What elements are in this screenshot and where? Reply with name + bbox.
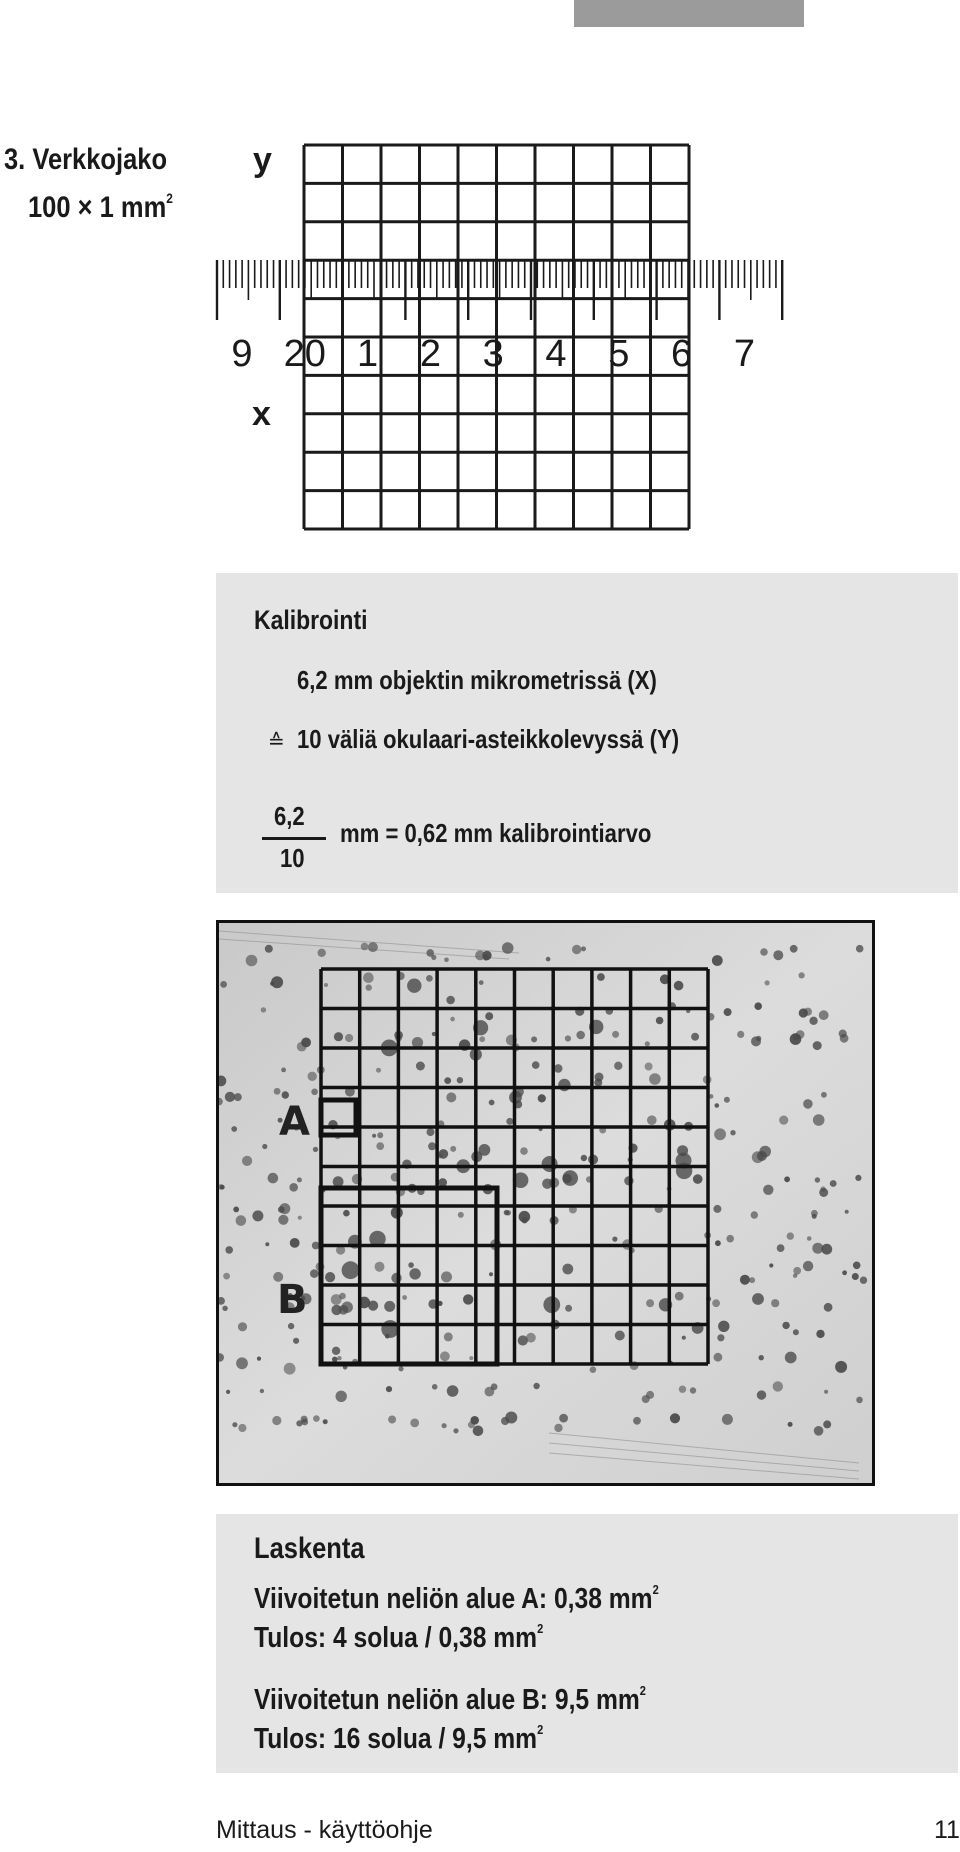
- colony-dot: [773, 1381, 783, 1391]
- page-number: 11: [934, 1816, 960, 1844]
- colony-dot: [444, 958, 449, 963]
- colony-dot: [234, 1093, 242, 1101]
- colony-dot: [366, 984, 372, 990]
- colony-dot: [824, 1303, 833, 1312]
- colony-dot: [260, 1389, 264, 1393]
- colony-dot: [521, 1217, 527, 1223]
- colony-dot: [759, 1146, 771, 1158]
- x-axis-label: x: [252, 395, 271, 433]
- colony-dot: [313, 1415, 320, 1422]
- colony-dot: [310, 1269, 319, 1278]
- colony-dot: [819, 1010, 829, 1020]
- colony-dot: [615, 1331, 625, 1341]
- colony-dot: [279, 1203, 290, 1214]
- colony-dot: [815, 1177, 820, 1182]
- colony-dot: [860, 1277, 867, 1284]
- colony-dot: [428, 1142, 436, 1150]
- colony-dot: [446, 996, 455, 1005]
- colony-dot: [757, 1390, 766, 1399]
- colony-dot: [813, 1114, 825, 1126]
- colony-dot: [763, 1185, 773, 1195]
- colony-dot: [824, 1390, 828, 1394]
- colony-dot: [274, 1088, 281, 1095]
- colony-dot: [790, 945, 798, 953]
- colony-dot: [816, 1330, 824, 1338]
- colony-dot: [809, 1017, 817, 1025]
- colony-dot: [718, 1321, 729, 1332]
- colony-photo-svg: [219, 923, 872, 1483]
- colony-dot: [376, 1142, 384, 1150]
- colony-dot: [469, 1356, 473, 1360]
- counting-panel: [216, 1514, 958, 1773]
- colony-dot: [281, 1068, 286, 1073]
- colony-dot: [293, 1338, 299, 1344]
- colony-dot: [852, 1273, 859, 1280]
- colony-dot: [646, 1391, 654, 1399]
- colony-dot: [715, 1103, 720, 1108]
- colony-dot: [252, 1210, 263, 1221]
- colony-dot: [272, 1416, 281, 1425]
- colony-dot: [363, 972, 374, 983]
- colony-dot: [278, 1215, 288, 1225]
- colony-dot: [821, 1244, 832, 1255]
- colony-dot: [845, 1210, 849, 1214]
- result-b-text: Tulos: 16 solua / 9,5 $mm^2$: [254, 1722, 544, 1755]
- colony-dot: [645, 1063, 653, 1071]
- colony-dot: [814, 1426, 824, 1436]
- colony-dot: [332, 1347, 340, 1355]
- colony-dot: [336, 1391, 347, 1402]
- colony-dot: [612, 1237, 617, 1242]
- colony-dot: [301, 1416, 308, 1423]
- label-a: A: [279, 1099, 310, 1145]
- colony-dot: [771, 1299, 779, 1307]
- scale-number: 6: [671, 333, 693, 375]
- label-b: B: [277, 1277, 308, 1323]
- colony-dot: [562, 1264, 573, 1275]
- colony-dot: [788, 1422, 793, 1427]
- fraction-numerator: 6,2: [274, 801, 305, 831]
- colony-dot: [447, 1385, 459, 1397]
- colony-dot: [799, 1008, 808, 1017]
- colony-dot: [645, 1041, 650, 1046]
- colony-dot: [675, 1292, 684, 1301]
- colony-dot: [376, 1068, 381, 1073]
- colony-dot: [612, 1031, 619, 1038]
- colony-dot: [290, 1238, 300, 1248]
- colony-dot: [532, 1061, 540, 1069]
- colony-dot: [440, 1351, 450, 1361]
- colony-dot: [375, 1262, 385, 1272]
- area-b-text: Viivoitetun neliön alue B: 9,5 $mm^2$: [254, 1683, 646, 1716]
- colony-dot: [324, 983, 328, 987]
- colony-dot: [288, 1323, 294, 1329]
- colony-dot: [737, 1031, 744, 1038]
- calibration-title: Kalibrointi: [254, 605, 368, 635]
- y-axis-label: y: [253, 141, 272, 179]
- colony-dot: [581, 1155, 587, 1161]
- colony-dot: [803, 1261, 813, 1271]
- colony-dot: [325, 1272, 335, 1282]
- colony-dot: [377, 1132, 383, 1138]
- colony-dot: [479, 980, 484, 985]
- colony-dot: [505, 1412, 517, 1424]
- colony-dot: [432, 1384, 438, 1390]
- colony-dot: [777, 1244, 785, 1252]
- calibration-result: mm = 0,62 mm kalibrointiarvo: [340, 818, 652, 848]
- colony-dot: [408, 1262, 414, 1268]
- colony-dot: [572, 945, 581, 954]
- scale-number: 2: [419, 333, 441, 375]
- colony-dot: [740, 1275, 750, 1285]
- colony-dot: [722, 1414, 733, 1425]
- colony-dot: [312, 1242, 320, 1250]
- colony-dot: [760, 948, 768, 956]
- colony-dot: [773, 950, 783, 960]
- colony-dot: [453, 1428, 458, 1433]
- colony-dot: [323, 1419, 328, 1424]
- colony-dot: [542, 1156, 558, 1172]
- colony-dot: [261, 1007, 266, 1012]
- colony-dot: [726, 1235, 734, 1243]
- colony-dot: [361, 943, 369, 951]
- colony-dot: [337, 1356, 341, 1360]
- colony-dot: [840, 1034, 849, 1043]
- scale-number: 1: [357, 333, 379, 375]
- colony-dot: [670, 1413, 680, 1423]
- colony-dot: [714, 1353, 723, 1362]
- colony-dot: [289, 1183, 298, 1192]
- colony-dot: [562, 1170, 578, 1186]
- colony-dot: [633, 1417, 641, 1425]
- colony-dot: [793, 1329, 799, 1335]
- colony-dot: [220, 981, 227, 988]
- colony-dot: [386, 1386, 392, 1392]
- colony-dot: [297, 1177, 302, 1182]
- colony-dot: [793, 1034, 800, 1041]
- colony-dot: [368, 942, 378, 952]
- result-a-text: Tulos: 4 solua / 0,38 $mm^2$: [254, 1621, 544, 1654]
- colony-dot: [649, 1073, 661, 1085]
- colony-dot: [308, 1072, 317, 1081]
- colony-dot: [506, 1118, 513, 1125]
- colony-dot: [372, 1134, 376, 1138]
- colony-dot: [231, 1126, 237, 1132]
- colony-dot: [242, 1156, 252, 1166]
- colony-dot: [842, 1270, 847, 1275]
- colony-dot: [441, 1271, 452, 1282]
- colony-dot: [301, 1038, 311, 1048]
- colony-dot: [223, 1273, 230, 1280]
- colony-dot: [533, 1383, 539, 1389]
- colony-dot: [765, 980, 770, 985]
- colony-dot: [265, 1242, 269, 1246]
- scale-number: 5: [608, 333, 630, 375]
- colony-dot: [458, 1212, 464, 1218]
- colony-dot: [233, 1207, 239, 1213]
- colony-dot: [590, 1366, 597, 1373]
- micrometer-scale: [217, 260, 782, 320]
- colony-dot: [803, 1099, 813, 1109]
- colony-dot: [754, 1002, 762, 1010]
- colony-dot: [558, 1079, 570, 1091]
- colony-dot: [284, 1363, 296, 1375]
- colony-dot: [769, 1263, 773, 1267]
- colony-dot: [714, 1128, 726, 1140]
- colony-dot: [442, 1423, 447, 1428]
- colony-dot: [238, 1424, 246, 1432]
- colony-dot: [332, 1357, 338, 1363]
- scale-number: 4: [545, 333, 567, 375]
- colony-dot: [691, 1033, 699, 1041]
- scale-numbers: [231, 333, 755, 375]
- calibration-panel: [216, 573, 958, 893]
- colony-dot: [270, 982, 274, 986]
- colony-dot: [479, 1144, 491, 1156]
- colony-dot: [222, 1306, 227, 1311]
- scale-number: 3: [482, 333, 504, 375]
- colony-dot: [559, 1414, 568, 1423]
- colony-dot: [238, 1322, 247, 1331]
- colony-dot: [576, 1031, 585, 1040]
- colony-dot: [262, 1144, 267, 1149]
- colony-dot: [565, 1305, 572, 1312]
- colony-dot: [759, 1355, 764, 1360]
- colony-dot: [715, 1240, 721, 1246]
- colony-dot: [820, 1186, 825, 1191]
- colony-dot: [334, 1032, 343, 1041]
- colony-dot: [855, 1175, 861, 1181]
- colony-dot: [504, 1210, 509, 1215]
- colony-dot: [647, 1115, 657, 1125]
- colony-dot: [268, 1173, 279, 1184]
- colony-dot: [799, 972, 805, 978]
- area-a-text: Viivoitetun neliön alue A: 0,38 $mm^2$: [254, 1582, 659, 1615]
- colony-dot: [282, 1091, 289, 1098]
- colony-dot: [342, 1261, 360, 1279]
- colony-dot: [384, 1301, 395, 1312]
- colony-dot: [730, 1130, 735, 1135]
- colony-dot: [343, 1210, 350, 1217]
- colony-dot: [546, 957, 551, 962]
- colony-dot: [444, 1332, 453, 1341]
- colony-dot: [438, 1178, 447, 1187]
- colony-dot: [835, 1361, 847, 1373]
- colony-dot: [787, 1232, 794, 1239]
- colony-dot: [520, 1147, 528, 1155]
- colony-dot: [444, 1077, 451, 1084]
- colony-dot: [339, 1293, 346, 1300]
- colony-dot: [345, 1034, 353, 1042]
- colony-dot: [674, 981, 684, 991]
- colony-dot: [236, 1357, 248, 1369]
- colony-dot: [751, 1036, 761, 1046]
- colony-dot: [450, 1146, 456, 1152]
- fraction-bar: [262, 837, 326, 840]
- colony-dot: [485, 1387, 495, 1397]
- colony-dot: [712, 955, 723, 966]
- scale-number: 20: [283, 333, 326, 375]
- colony-dot: [646, 1299, 654, 1307]
- colony-dot: [313, 1147, 318, 1152]
- colony-dot: [856, 945, 864, 953]
- counting-title: Laskenta: [254, 1532, 365, 1565]
- colony-dot: [752, 1293, 764, 1305]
- colony-dot: [656, 1017, 664, 1025]
- fraction-denominator: 10: [280, 843, 305, 873]
- colony-dot: [402, 1295, 407, 1300]
- colony-dot: [409, 1268, 420, 1279]
- colony-dot: [793, 1267, 801, 1275]
- colony-grid-photo: [216, 920, 875, 1486]
- colony-dot: [690, 1387, 696, 1393]
- colony-dot: [679, 1386, 686, 1393]
- colony-dot: [785, 1352, 797, 1364]
- colony-dot: [426, 975, 433, 982]
- scale-number: 9: [231, 333, 253, 375]
- colony-dot: [225, 1092, 235, 1102]
- colony-dot: [318, 949, 326, 957]
- colony-dot: [779, 1116, 788, 1125]
- colony-dot: [693, 1174, 703, 1184]
- colony-dot: [450, 1017, 455, 1022]
- colony-dot: [554, 1064, 563, 1073]
- section-subtitle: 100 × 1 $mm^2$: [28, 190, 173, 224]
- colony-dot: [502, 942, 514, 954]
- colony-dot: [479, 1036, 485, 1042]
- colony-dot: [811, 1210, 818, 1217]
- colony-dot: [594, 1079, 602, 1087]
- scale-number: 7: [733, 333, 755, 375]
- colony-dot: [807, 1236, 812, 1241]
- calibration-line-x: 6,2 mm objektin mikrometrissä (X): [297, 665, 657, 695]
- colony-dot: [526, 1333, 536, 1343]
- colony-dot: [388, 1416, 396, 1424]
- colony-dot: [398, 1366, 403, 1371]
- colony-dot: [298, 1216, 302, 1220]
- colony-dot: [489, 1100, 495, 1106]
- colony-dot: [784, 1176, 790, 1182]
- colony-dot: [473, 1426, 484, 1437]
- corresponds-symbol: ≙: [268, 729, 285, 753]
- colony-dot: [226, 1390, 230, 1394]
- colony-dot: [597, 973, 605, 981]
- colony-dot: [485, 1012, 493, 1020]
- colony-dot: [565, 1035, 571, 1041]
- colony-dot: [554, 1424, 562, 1432]
- colony-dot: [717, 1334, 724, 1341]
- colony-dot: [751, 1211, 758, 1218]
- colony-dot: [311, 1089, 318, 1096]
- colony-dot: [416, 1062, 425, 1071]
- colony-dot: [782, 1322, 789, 1329]
- colony-dot: [339, 1305, 349, 1315]
- colony-dot: [724, 1008, 732, 1016]
- colony-dot: [257, 1357, 261, 1361]
- colony-dot: [236, 1215, 247, 1226]
- footer-title: Mittaus - käyttöohje: [216, 1816, 433, 1844]
- colony-dot: [713, 1205, 721, 1213]
- colony-dot: [265, 945, 273, 953]
- colony-dot: [823, 1420, 831, 1428]
- colony-dot: [489, 1272, 493, 1276]
- colony-dot: [427, 1128, 435, 1136]
- colony-dot: [410, 1419, 419, 1428]
- colony-dot: [457, 1077, 463, 1083]
- colony-dot: [246, 955, 258, 967]
- colony-dot: [463, 1294, 473, 1304]
- colony-dot: [542, 1179, 552, 1189]
- colony-dot: [333, 1176, 344, 1187]
- colony-dot: [813, 1041, 822, 1050]
- colony-dot: [724, 1097, 730, 1103]
- colony-dot: [581, 946, 586, 951]
- colony-dot: [446, 1092, 456, 1102]
- colony-dot: [821, 1092, 827, 1098]
- colony-dot: [407, 979, 421, 993]
- colony-dot: [830, 1180, 837, 1187]
- colony-dot: [538, 1094, 546, 1102]
- calibration-line-y: 10 väliä okulaari-asteikkolevyssä (Y): [297, 724, 680, 754]
- colony-dot: [482, 951, 491, 960]
- colony-dot: [682, 1336, 686, 1340]
- colony-dot: [749, 1277, 755, 1283]
- colony-dot: [426, 949, 434, 957]
- colony-dot: [232, 1422, 237, 1427]
- colony-dot: [470, 1416, 479, 1425]
- colony-dot: [614, 1062, 622, 1070]
- section-title: 3. Verkkojako: [4, 143, 168, 176]
- colony-dot: [856, 1397, 863, 1404]
- colony-dot: [531, 1036, 537, 1042]
- colony-dot: [853, 1262, 861, 1270]
- colony-dot: [712, 1299, 720, 1307]
- grid-scale-diagram: [0, 0, 960, 560]
- colony-dot: [225, 1246, 233, 1254]
